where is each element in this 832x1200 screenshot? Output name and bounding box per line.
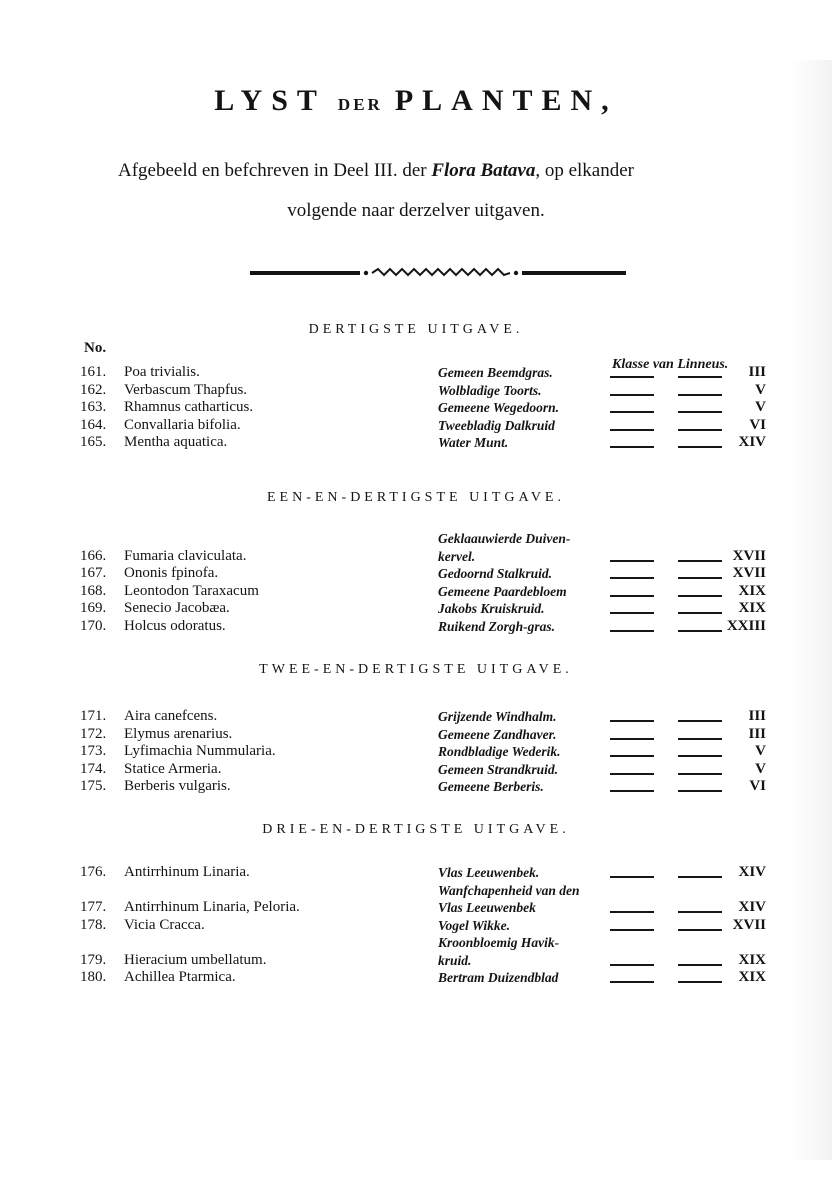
section-title: EEN-EN-DERTIGSTE UITGAVE. bbox=[267, 490, 565, 505]
dash-rule bbox=[610, 773, 654, 775]
dash-rule bbox=[610, 981, 654, 983]
entry-number: 176. bbox=[80, 864, 107, 880]
latin-name: Antirrhinum Linaria, Peloria. bbox=[124, 899, 300, 915]
entry-number: 177. bbox=[80, 899, 107, 915]
latin-name: Achillea Ptarmica. bbox=[124, 969, 236, 985]
entry-number: 174. bbox=[80, 760, 107, 777]
dutch-name: Gemeene Zandhaver. bbox=[438, 726, 557, 742]
subtitle-flora-batava: Flora Batava bbox=[431, 160, 536, 181]
entry-number: 180. bbox=[80, 969, 107, 985]
subtitle-line-2: volgende naar derzelver uitgaven. bbox=[287, 200, 545, 221]
dutch-name: Grijzende Windhalm. bbox=[438, 709, 557, 724]
dutch-name: Rondbladige Wederik. bbox=[438, 744, 561, 759]
linnaeus-class: XIX bbox=[738, 951, 766, 968]
adjacent-page-edge bbox=[792, 60, 832, 1160]
linnaeus-class: V bbox=[755, 743, 766, 759]
title-word-der: DER bbox=[337, 95, 383, 114]
dash-rule bbox=[610, 429, 654, 431]
latin-name: Berberis vulgaris. bbox=[124, 778, 231, 794]
title-word-planten: PLANTEN, bbox=[394, 84, 618, 117]
linnaeus-class: III bbox=[748, 708, 766, 724]
page-title bbox=[0, 84, 832, 118]
dutch-name: Water Munt. bbox=[438, 435, 509, 450]
latin-name: Elymus arenarius. bbox=[124, 725, 233, 742]
dash-rule bbox=[610, 595, 654, 597]
entry-number: 164. bbox=[80, 416, 107, 433]
latin-name: Verbascum Thapfus. bbox=[124, 381, 248, 398]
dash-rule bbox=[610, 911, 654, 913]
dutch-name: Gemeene Paardebloem bbox=[438, 583, 567, 599]
dutch-name: Geklaauwierde Duiven- bbox=[438, 531, 571, 546]
dash-rule bbox=[610, 876, 654, 878]
dutch-name-continued: kruid. bbox=[438, 952, 472, 968]
dash-rule bbox=[610, 612, 654, 614]
linnaeus-class: III bbox=[748, 725, 766, 742]
dutch-name: Gemeene Wegedoorn. bbox=[438, 400, 559, 415]
dutch-name: Bertram Duizendblad bbox=[438, 970, 559, 985]
linnaeus-class: XIX bbox=[738, 969, 766, 985]
linnaeus-class: XVII bbox=[732, 547, 766, 564]
linnaeus-class: XIV bbox=[738, 434, 766, 450]
latin-name: Aira canefcens. bbox=[124, 708, 218, 724]
dutch-name: Wolbladige Toorts. bbox=[438, 382, 542, 398]
latin-name: Leontodon Taraxacum bbox=[124, 582, 259, 599]
dash-rule bbox=[610, 411, 654, 413]
latin-name: Convallaria bifolia. bbox=[124, 416, 241, 433]
linnaeus-class: III bbox=[748, 364, 766, 380]
entry-number: 163. bbox=[80, 399, 107, 415]
entry-number: 162. bbox=[80, 381, 107, 398]
linnaeus-class: XVII bbox=[732, 916, 766, 933]
linnaeus-class: XVII bbox=[732, 565, 766, 581]
dutch-name: Gemeen Beemdgras. bbox=[438, 365, 553, 380]
dutch-name: Ruikend Zorgh-gras. bbox=[438, 618, 556, 634]
subtitle-line-1 bbox=[118, 160, 634, 182]
entry-number: 169. bbox=[80, 600, 107, 616]
dutch-name: Gedoornd Stalkruid. bbox=[438, 566, 553, 581]
latin-name: Holcus odoratus. bbox=[124, 617, 226, 634]
latin-name: Fumaria claviculata. bbox=[124, 547, 247, 564]
entry-number: 170. bbox=[80, 617, 107, 634]
dash-rule bbox=[610, 630, 654, 632]
dash-rule bbox=[610, 790, 654, 792]
linnaeus-class: V bbox=[755, 381, 766, 398]
entry-number: 167. bbox=[80, 565, 107, 581]
dutch-name-continued: Vlas Leeuwenbek bbox=[438, 900, 536, 915]
dash-rule bbox=[610, 376, 654, 378]
latin-name: Statice Armeria. bbox=[124, 760, 222, 777]
dash-rule bbox=[610, 929, 654, 931]
latin-name: Antirrhinum Linaria. bbox=[124, 864, 250, 880]
linnaeus-class: XIX bbox=[738, 600, 766, 616]
entry-number: 165. bbox=[80, 434, 107, 450]
latin-name: Mentha aquatica. bbox=[124, 434, 228, 450]
dash-rule bbox=[610, 446, 654, 448]
linnaeus-class: V bbox=[755, 760, 766, 777]
dutch-name: Gemeene Berberis. bbox=[438, 779, 544, 794]
dash-rule bbox=[610, 738, 654, 740]
latin-name: Vicia Cracca. bbox=[124, 916, 205, 933]
number-column-header: No. bbox=[84, 340, 107, 356]
dash-rule bbox=[610, 560, 654, 562]
dash-rule bbox=[610, 394, 654, 396]
linnaeus-class: VI bbox=[749, 778, 766, 794]
entry-number: 178. bbox=[80, 916, 107, 933]
entry-number: 173. bbox=[80, 743, 107, 759]
latin-name: Ononis fpinofa. bbox=[124, 565, 219, 581]
section-title: DERTIGSTE UITGAVE. bbox=[308, 322, 524, 337]
klasse-column-header: Klasse van Linneus. bbox=[612, 357, 729, 372]
dash-rule bbox=[610, 720, 654, 722]
dash-rule bbox=[610, 577, 654, 579]
linnaeus-class: V bbox=[755, 399, 766, 415]
latin-name: Poa trivialis. bbox=[124, 364, 200, 380]
latin-name: Hieracium umbellatum. bbox=[124, 951, 267, 968]
linnaeus-class: XXIII bbox=[726, 617, 766, 634]
dutch-name: Vogel Wikke. bbox=[438, 917, 511, 933]
dutch-name: Gemeen Strandkruid. bbox=[438, 761, 559, 777]
latin-name: Lyfimachia Nummularia. bbox=[124, 743, 276, 759]
dutch-name: Kroonbloemig Havik- bbox=[438, 935, 560, 950]
entry-number: 179. bbox=[80, 951, 107, 968]
dash-rule bbox=[610, 755, 654, 757]
entry-number: 166. bbox=[80, 547, 107, 564]
dutch-name: Tweebladig Dalkruid bbox=[438, 417, 555, 433]
section-title: DRIE-EN-DERTIGSTE UITGAVE. bbox=[262, 822, 570, 837]
section-title: TWEE-EN-DERTIGSTE UITGAVE. bbox=[259, 662, 573, 677]
entry-number: 172. bbox=[80, 725, 107, 742]
subtitle-text-end: , op elkander bbox=[535, 160, 634, 181]
latin-name: Senecio Jacobæa. bbox=[124, 600, 230, 616]
linnaeus-class: XIV bbox=[738, 899, 766, 915]
dutch-name: Wanfchapenheid van den bbox=[438, 882, 580, 898]
entry-number: 175. bbox=[80, 778, 107, 794]
latin-name: Rhamnus catharticus. bbox=[124, 399, 254, 415]
dutch-name: Jakobs Kruiskruid. bbox=[438, 601, 545, 616]
entry-number: 168. bbox=[80, 582, 107, 599]
subtitle-text: Afgebeeld en befchreven in Deel III. der bbox=[118, 160, 432, 181]
linnaeus-class: XIV bbox=[738, 864, 766, 880]
dutch-name-continued: kervel. bbox=[438, 548, 476, 564]
entry-number: 161. bbox=[80, 364, 107, 380]
entry-number: 171. bbox=[80, 708, 107, 724]
dutch-name: Vlas Leeuwenbek. bbox=[438, 865, 540, 880]
linnaeus-class: XIX bbox=[738, 582, 766, 599]
ornamental-rule bbox=[250, 266, 626, 280]
dash-rule bbox=[610, 964, 654, 966]
linnaeus-class: VI bbox=[749, 416, 766, 433]
title-word-lyst: LYST bbox=[214, 84, 326, 117]
